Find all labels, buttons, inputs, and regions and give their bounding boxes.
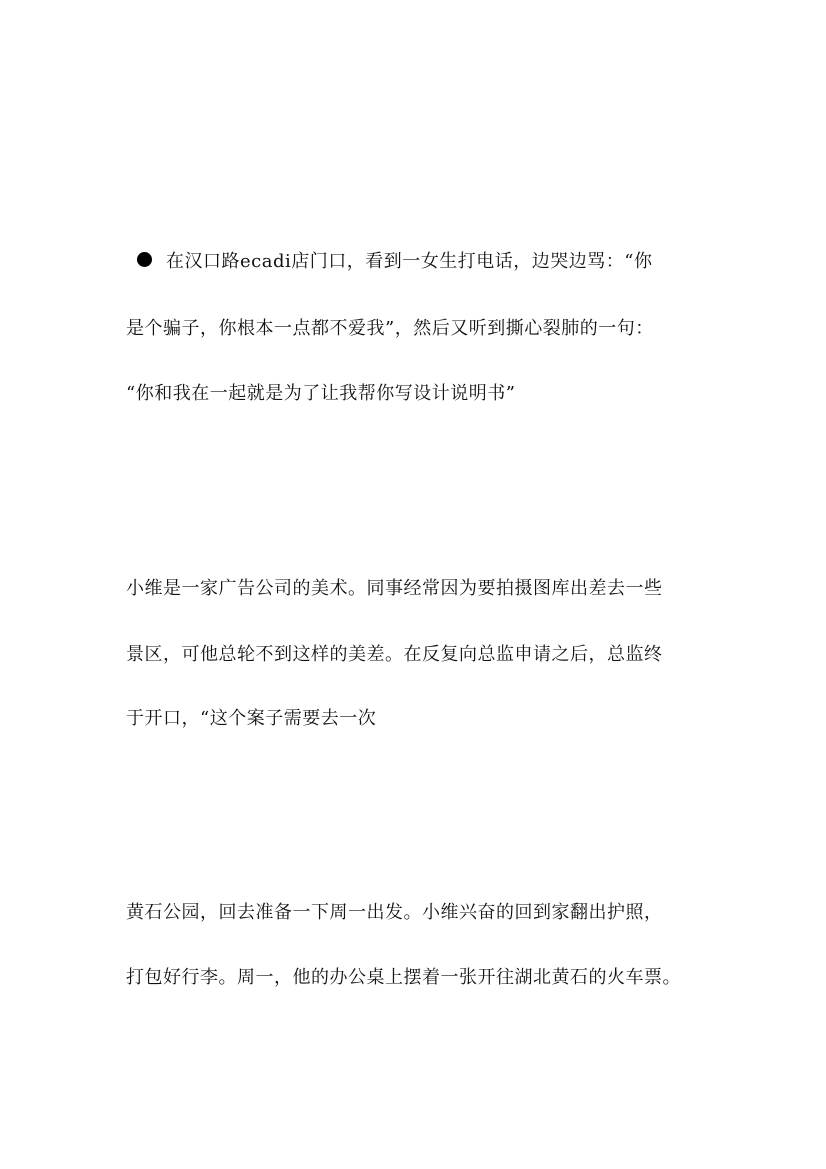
paragraph-1-line-3: “你和我在一起就是为了让我帮你写设计说明书” [126, 383, 516, 404]
paragraph-2-line-2: 景区，可他总轮不到这样的美差。在反复向总监申请之后，总监终 [126, 644, 663, 665]
paragraph-1-line-1: 在汉口路ecadi店门口，看到一女生打电话，边哭边骂：“你 [166, 251, 653, 272]
paragraph-3-line-2: 打包好行李。周一，他的办公桌上摆着一张开往湖北黄石的火车票。 [126, 967, 681, 988]
paragraph-3-line-1: 黄石公园，回去准备一下周一出发。小维兴奋的回到家翻出护照， [126, 902, 663, 923]
paragraph-2-line-1: 小维是一家广告公司的美术。同事经常因为要拍摄图库出差去一些 [126, 578, 663, 599]
paragraph-1-line-2: 是个骗子，你根本一点都不爱我”，然后又听到撕心裂肺的一句： [126, 318, 654, 339]
bullet-icon [137, 252, 152, 267]
paragraph-2-line-3: 于开口，“这个案子需要去一次 [126, 708, 377, 729]
